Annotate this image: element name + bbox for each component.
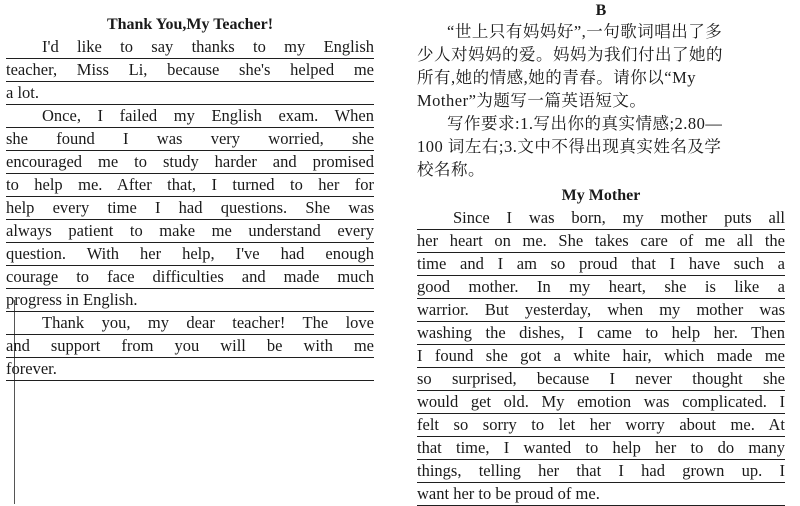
text-line: Since I was born, my mother puts all	[417, 207, 785, 230]
text-line: help every time I had questions. She was	[6, 197, 374, 220]
text-line: forever.	[6, 358, 374, 381]
requirement-line: 校名称。	[417, 160, 485, 179]
prompt-line: 少人对妈妈的爱。妈妈为我们付出了她的	[417, 45, 723, 64]
text-line: courage to face difficulties and made much	[6, 266, 374, 289]
text-line: always patient to make me understand every	[6, 220, 374, 243]
essay-body	[417, 207, 785, 506]
text-line: felt so sorry to let her worry about me. At	[417, 414, 785, 437]
paragraph-3	[6, 312, 374, 381]
text-line: and support from you will be with me	[6, 335, 374, 358]
writing-prompt	[417, 20, 785, 112]
text-line: teacher, Miss Li, because she's helped me	[6, 59, 374, 82]
paragraph-2	[6, 105, 374, 312]
text-line: to help me. After that, I turned to her for	[6, 174, 374, 197]
text-line: her heart on me. She takes care of me all the	[417, 230, 785, 253]
prompt-line: Mother”为题写一篇英语短文。	[417, 91, 647, 110]
essay-title-teacher: Thank You,My Teacher!	[106, 16, 274, 33]
prompt-line: 所有,她的情感,她的青春。请你以“My	[417, 68, 696, 87]
text-line: encouraged me to study harder and promised	[6, 151, 374, 174]
text-line: Once, I failed my English exam. When	[6, 105, 374, 128]
text-line: Thank you, my dear teacher! The love	[6, 312, 374, 335]
text-line: progress in English.	[6, 289, 374, 312]
text-line: would get old. My emotion was complicated. I	[417, 391, 785, 414]
requirement-line: 写作要求:1.写出你的真实情感;2.80—	[447, 114, 723, 133]
paragraph-1	[6, 36, 374, 105]
text-line: time and I am so proud that I have such a	[417, 253, 785, 276]
essay-title-mother: My Mother	[561, 187, 641, 204]
text-line: she found I was very worried, she	[6, 128, 374, 151]
prompt-line: “世上只有妈妈好”,一句歌词唱出了多	[447, 22, 723, 41]
text-line: I found she got a white hair, which made me	[417, 345, 785, 368]
text-line: a lot.	[6, 82, 374, 105]
writing-requirements	[417, 112, 785, 181]
text-line: things, telling her that I had grown up. I	[417, 460, 785, 483]
text-line: washing the dishes, I came to help her. Then	[417, 322, 785, 345]
right-column	[417, 0, 785, 506]
text-line: good mother. In my heart, she is like a	[417, 276, 785, 299]
text-line: I'd like to say thanks to my English	[6, 36, 374, 59]
requirement-line: 100 词左右;3.文中不得出现真实姓名及学	[417, 137, 722, 156]
text-line: question. With her help, I've had enough	[6, 243, 374, 266]
left-column	[6, 0, 374, 381]
text-line: so surprised, because I never thought she	[417, 368, 785, 391]
section-heading: B	[595, 2, 607, 19]
text-line: warrior. But yesterday, when my mother was	[417, 299, 785, 322]
text-line: want her to be proud of me.	[417, 483, 785, 506]
text-line: that time, I wanted to help her to do many	[417, 437, 785, 460]
